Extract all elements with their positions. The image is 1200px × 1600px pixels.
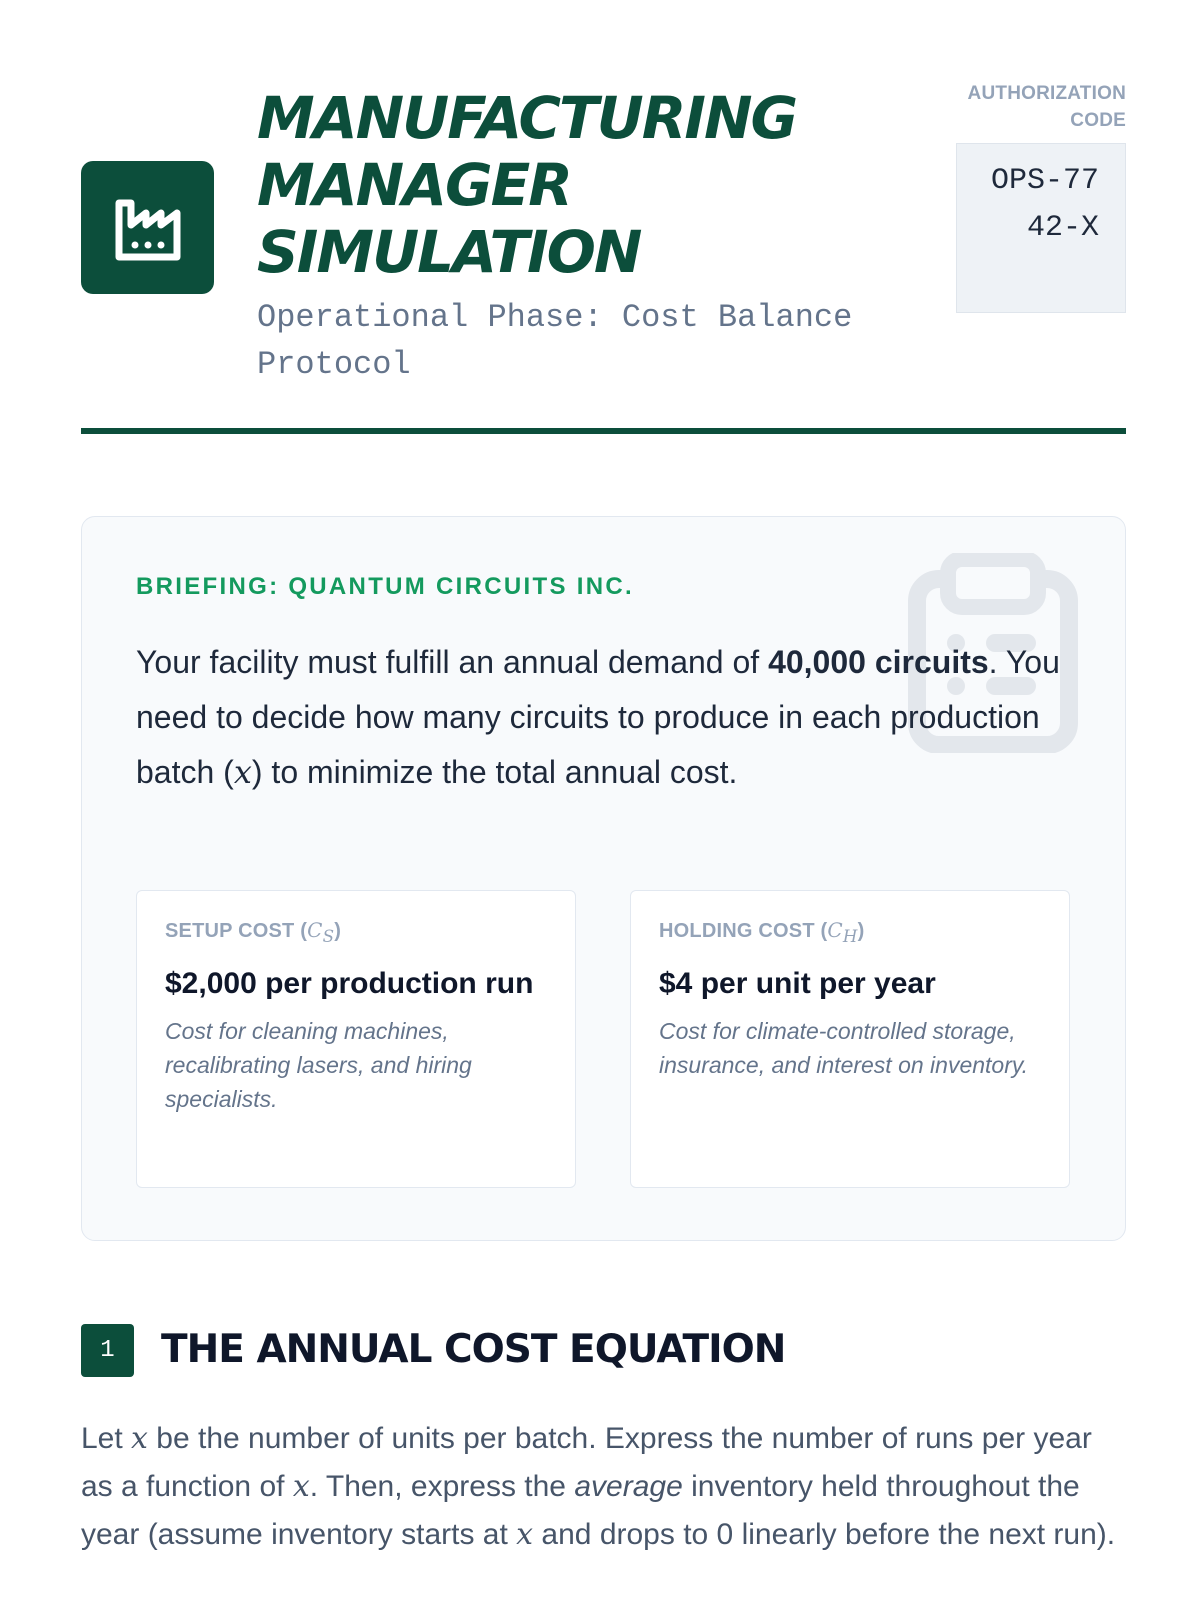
cost-label-text: HOLDING COST ( xyxy=(659,920,828,942)
batch-variable: x xyxy=(233,753,252,791)
page-title xyxy=(257,85,897,286)
holding-cost-value: $4 per unit per year xyxy=(659,967,936,1000)
holding-cost-label xyxy=(659,917,1041,950)
step-text-part: be the number of units per batch. Express the number of runs per year as a function of xyxy=(81,1422,1092,1503)
batch-variable: x xyxy=(292,1469,310,1504)
factory-icon xyxy=(113,195,183,261)
briefing-text-part: . You need to decide how many circuits to produce in each production batch ( xyxy=(136,644,1060,790)
step-number-badge: 1 xyxy=(81,1324,134,1377)
holding-cost-description: Cost for climate-controlled storage, insurance, and interest on inventory. xyxy=(659,1018,1029,1078)
briefing-text xyxy=(136,635,1071,800)
setup-cost-card xyxy=(136,890,576,1188)
briefing-card xyxy=(81,516,1126,1241)
demand-value: 40,000 circuits xyxy=(768,644,989,680)
step-instructions xyxy=(81,1415,1131,1559)
cost-label-close: ) xyxy=(334,920,342,942)
setup-cost-value: $2,000 per production run xyxy=(165,967,534,1000)
logo-badge xyxy=(81,161,214,294)
cost-symbol: C xyxy=(827,918,843,942)
title-line: MANUFACTURING xyxy=(257,84,797,152)
step-text-part: inventory held throughout the year (assume inventory starts at xyxy=(81,1470,1080,1551)
title-line: SIMULATION xyxy=(257,218,641,286)
step-text-part: . Then, express the xyxy=(309,1470,575,1503)
page-subtitle: Operational Phase: Cost Balance Protocol xyxy=(257,299,853,383)
step-text-part: Let xyxy=(81,1422,132,1455)
cost-subscript: H xyxy=(842,927,858,946)
authorization-code: OPS-7742-X xyxy=(956,143,1126,313)
cost-label-close: ) xyxy=(857,920,865,942)
setup-cost-description: Cost for cleaning machines, recalibrating lasers, and hiring specialists. xyxy=(165,1018,472,1112)
header-divider xyxy=(81,428,1126,434)
authorization-label: AUTHORIZATION CODE xyxy=(967,83,1126,131)
step-text-part: and drops to 0 linearly before the next run). xyxy=(533,1518,1116,1551)
cost-label-text: SETUP COST ( xyxy=(165,920,308,942)
briefing-text-part: Your facility must fulfill an annual demand of xyxy=(136,644,769,680)
emphasis-text: average xyxy=(574,1470,683,1503)
briefing-label: BRIEFING: QUANTUM CIRCUITS INC. xyxy=(136,573,634,600)
cost-subscript: S xyxy=(322,927,335,946)
title-line: MANAGER xyxy=(257,151,571,219)
batch-variable: x xyxy=(131,1421,148,1456)
briefing-text-part: ) to minimize the total annual cost. xyxy=(251,754,738,790)
setup-cost-label xyxy=(165,917,547,950)
batch-variable: x xyxy=(516,1517,534,1552)
step-title: THE ANNUAL COST EQUATION xyxy=(161,1327,786,1372)
authorization-block xyxy=(956,80,1126,313)
title-block xyxy=(257,85,897,388)
cost-symbol: C xyxy=(307,918,323,942)
holding-cost-card xyxy=(630,890,1070,1188)
